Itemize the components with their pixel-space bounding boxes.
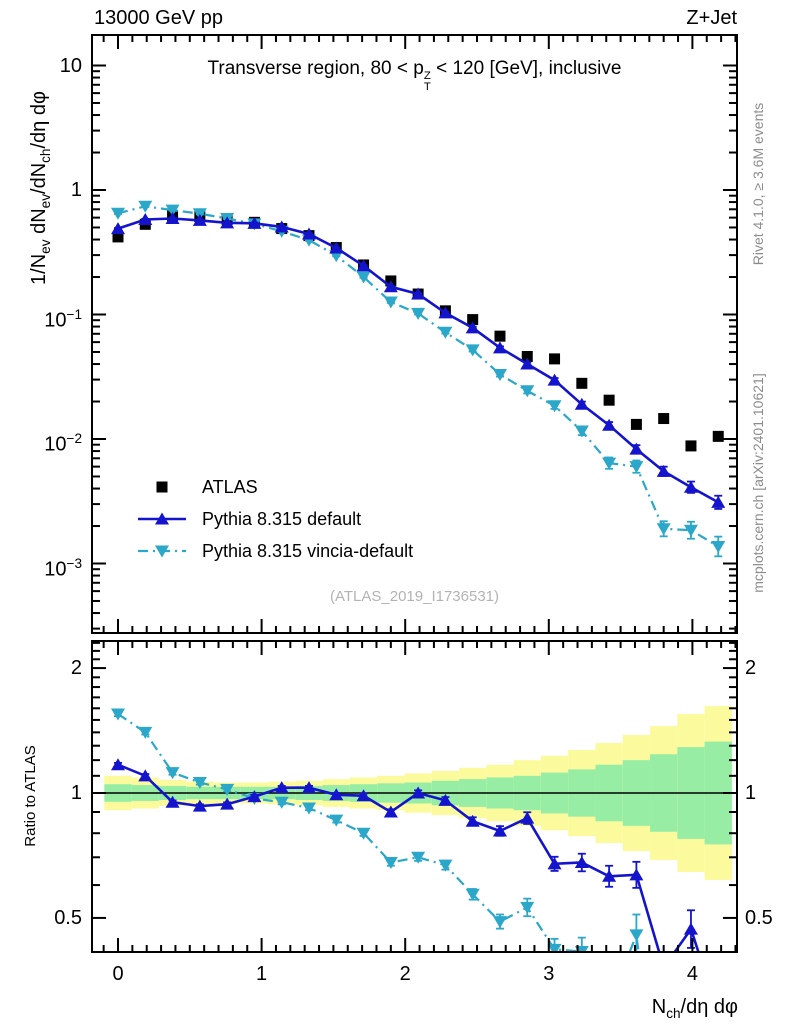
x-axis-tick-label: 0 (112, 963, 124, 985)
ratio-tick-label-left: 1 (70, 782, 82, 804)
x-axis-tick-label: 4 (686, 963, 698, 985)
header-process: Z+Jet (686, 7, 737, 29)
x-axis-title: $N_{ch}/d\eta$ dφ (651, 996, 738, 1021)
legend-label-pythia-vincia: Pythia 8.315 vincia-default (202, 541, 414, 561)
y-axis-tick-label: $10^{-3}$ (44, 555, 82, 580)
ratio-tick-label-left: 2 (70, 657, 82, 680)
y-axis-tick-label: $10^{-2}$ (44, 431, 82, 456)
ratio-y-axis-title: Ratio to ATLAS (22, 745, 39, 847)
ratio-tick-label-right: 2 (745, 657, 757, 680)
y-axis-tick-label: 1 (70, 179, 82, 201)
x-axis-tick-label: 2 (399, 963, 411, 985)
ratio-tick-label-left: 0.5 (54, 906, 82, 929)
y-axis-tick-label: 10 (59, 54, 82, 77)
x-axis-tick-label: 1 (256, 963, 268, 985)
legend-label-atlas: ATLAS (202, 477, 258, 497)
ratio-tick-label-right: 1 (745, 782, 757, 804)
analysis-id-watermark: (ATLAS_2019_I1736531) (329, 588, 499, 605)
header-beam-energy: 13000 GeV pp (94, 7, 223, 29)
y-axis-title: $1/N_{ev}$ $dN_{ev}/dN_{ch}/d\eta$ dφ (28, 91, 53, 285)
panel-title: Transverse region, 80 < p Z T < 120 [GeV], inclusive (207, 58, 622, 93)
legend-label-pythia-default: Pythia 8.315 default (202, 509, 362, 529)
generator-version-note: Rivet 4.1.0, ≥ 3.6M events (750, 102, 766, 266)
x-axis-tick-label: 3 (543, 963, 555, 985)
ratio-tick-label-right: 0.5 (745, 906, 773, 929)
y-axis-tick-label: $10^{-1}$ (44, 306, 82, 331)
mcplots-arxiv-note: mcplots.cern.ch [arXiv:2401.10621] (750, 373, 766, 593)
